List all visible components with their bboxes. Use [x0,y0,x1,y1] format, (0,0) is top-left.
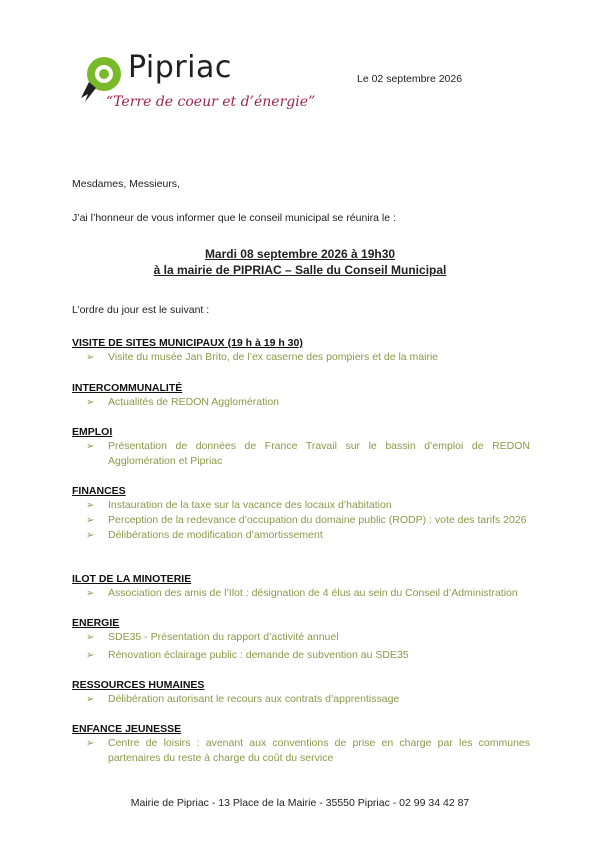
section-title: ENERGIE [72,617,120,629]
agenda-section [72,616,530,663]
agenda-item-text: Délibération autorisant le recours aux contrats d’apprentissage [108,693,400,705]
agenda-item-text: Rénovation éclairage public : demande de subvention au SDE35 [108,649,409,661]
agenda-item-text: SDE35 - Présentation du rapport d’activité annuel [108,631,339,643]
letter-date: Le 02 septembre 2026 [357,73,463,85]
arrow-bullet-icon: ➢ [86,441,95,452]
arrow-bullet-icon: ➢ [86,632,95,643]
arrow-bullet-icon: ➢ [86,650,95,661]
agenda-item [72,513,530,528]
arrow-bullet-icon: ➢ [86,352,95,363]
agenda-section [72,484,530,543]
agenda-section [72,722,530,766]
section-title: ILOT DE LA MINOTERIE [72,573,192,585]
section-title: INTERCOMMUNALITÉ [72,382,183,394]
agenda-item [72,528,530,543]
pipriac-logo [80,50,316,124]
logo-brand-text: Pipriac [128,50,232,85]
section-title: FINANCES [72,485,126,497]
section-title: ENFANCE JEUNESSE [72,723,182,735]
intro-sentence: J’ai l’honneur de vous informer que le conseil municipal se réunira le : [72,212,396,224]
agenda-item-text: Présentation de données de France Travail sur le bassin d’emploi de REDON Agglomération et Pipriac [108,440,530,467]
arrow-bullet-icon: ➢ [86,515,95,526]
agenda-item [72,692,530,707]
section-title: VISITE DE SITES MUNICIPAUX (19 h à 19 h 30) [72,337,303,349]
agenda-item [72,498,530,513]
arrow-bullet-icon: ➢ [86,530,95,541]
arrow-bullet-icon: ➢ [86,397,95,408]
agenda-section [72,381,530,410]
arrow-bullet-icon: ➢ [86,738,95,749]
agenda-item-text: Centre de loisirs : avenant aux conventions de prise en charge par les communes partenaires du reste à charge du coût du service [108,737,530,764]
agenda-item [72,439,530,469]
agenda-intro: L’ordre du jour est le suivant : [72,304,210,316]
agenda-item-text: Perception de la redevance d’occupation du domaine public (RODP) : vote des tarifs 2026 [108,514,527,526]
arrow-bullet-icon: ➢ [86,588,95,599]
section-title: RESSOURCES HUMAINES [72,679,205,691]
agenda-item-text: Visite du musée Jan Brito, de l’ex caserne des pompiers et de la mairie [108,351,439,363]
salutation: Mesdames, Messieurs, [72,178,180,190]
agenda-section [72,678,530,707]
agenda-item [72,395,530,410]
arrow-bullet-icon: ➢ [86,694,95,705]
agenda-section [72,425,530,469]
agenda-section [72,336,530,365]
agenda-item [72,586,530,601]
agenda-item-text: Délibérations de modification d’amortissement [108,529,323,541]
meeting-date: Mardi 08 septembre 2026 à 19h30 [204,247,396,261]
logo-slogan: “Terre de coeur et d’énergie” [106,94,316,110]
agenda-item [72,736,530,766]
arrow-bullet-icon: ➢ [86,500,95,511]
agenda-item-text: Instauration de la taxe sur la vacance des locaux d’habitation [108,499,392,511]
agenda-item [72,350,530,365]
footer-address: Mairie de Pipriac - 13 Place de la Mairie - 35550 Pipriac - 02 99 34 42 87 [130,797,470,809]
agenda-item-text: Association des amis de l’Ilot : désignation de 4 élus au sein du Conseil d’Administration [108,587,518,599]
agenda-item [72,648,530,663]
agenda-section [72,572,530,601]
meeting-location: à la mairie de PIPRIAC – Salle du Conseil Municipal [153,263,447,277]
section-title: EMPLOI [72,426,113,438]
agenda-item [72,630,530,645]
agenda-item-text: Actualités de REDON Agglomération [108,396,279,408]
